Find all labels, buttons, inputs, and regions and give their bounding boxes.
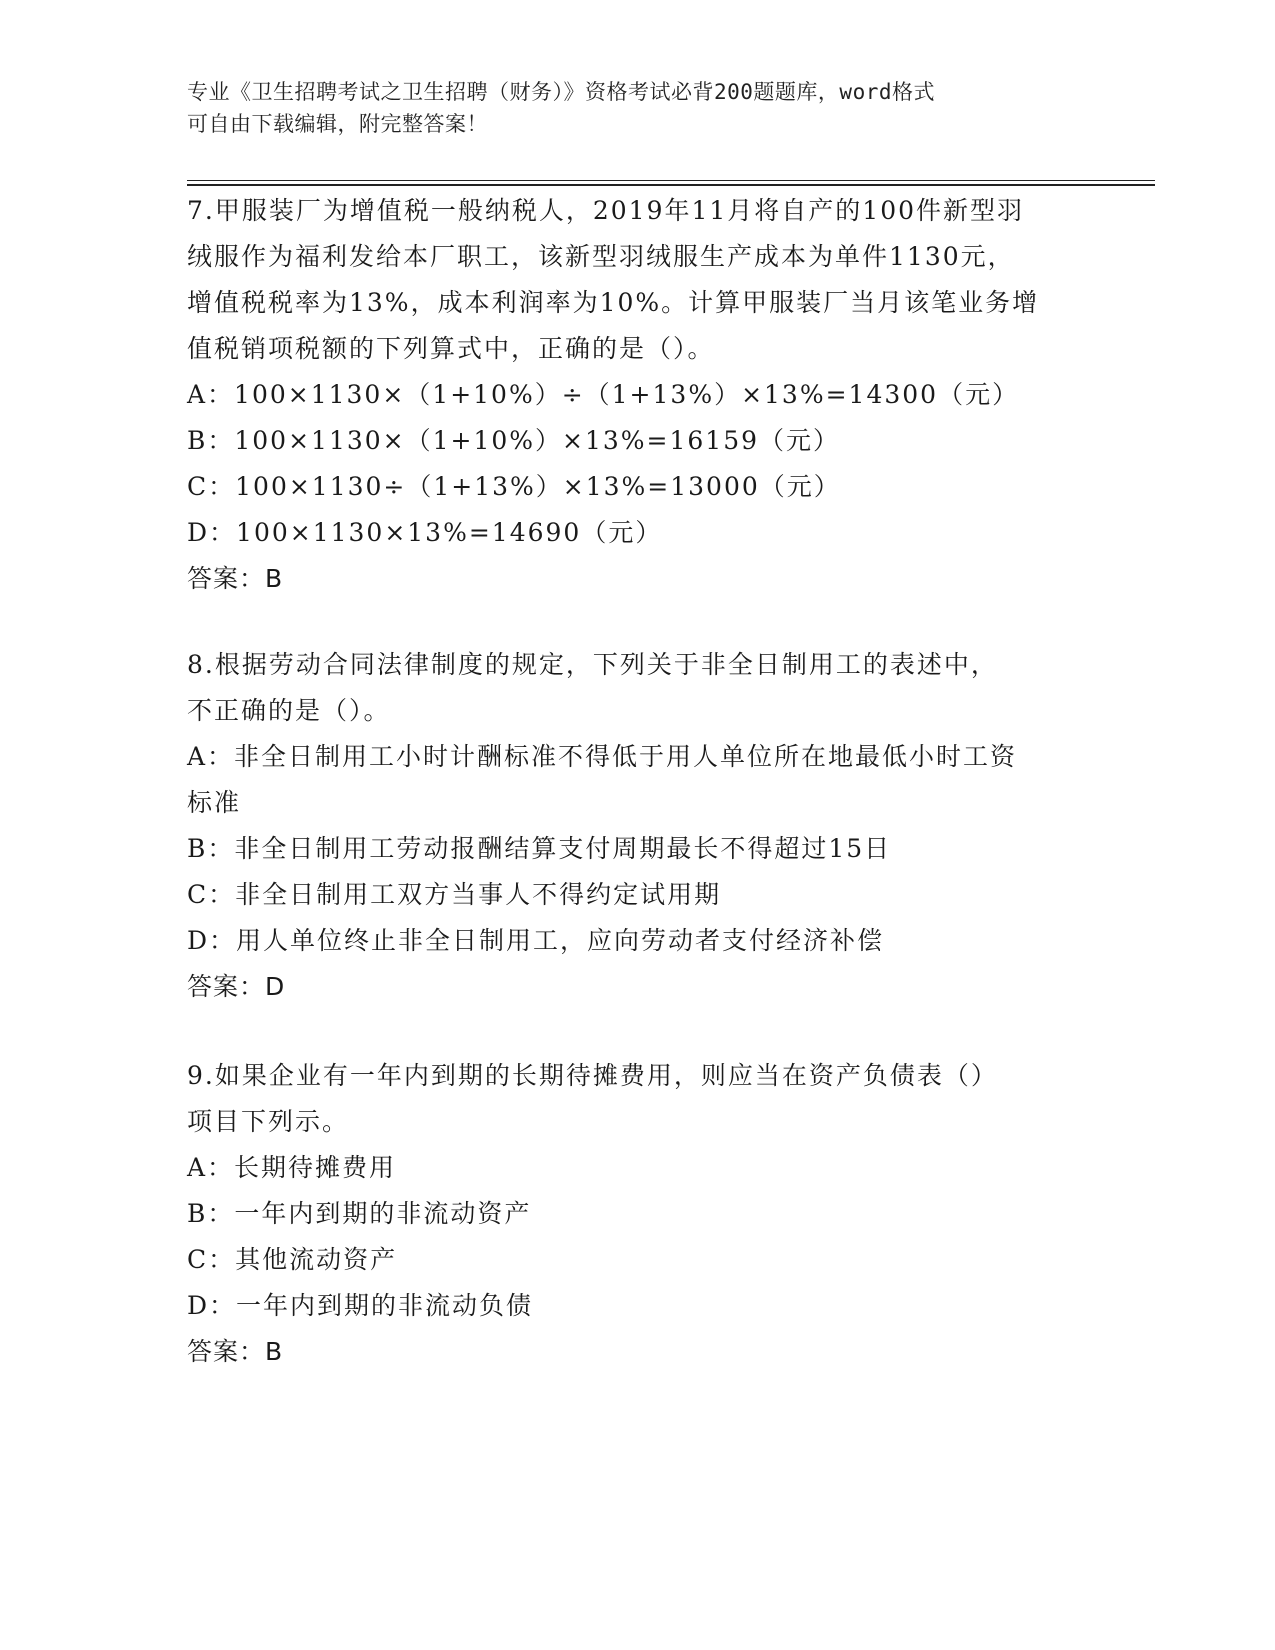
option-a: A：非全日制用工小时计酬标准不得低于用人单位所在地最低小时工资 [187,742,1018,771]
header-divider-thick [187,184,1155,186]
document-header [187,76,1067,140]
answer-line: 答案：B [187,1337,284,1366]
option-d: D：用人单位终止非全日制用工，应向劳动者支付经济补偿 [187,926,885,955]
question-text-line: 不正确的是（）。 [187,696,391,725]
answer-line: 答案：D [187,972,286,1001]
option-d: D：100×1130×13%=14690（元） [187,518,663,547]
option-a: A：100×1130×（1+10%）÷（1+13%）×13%=14300（元） [187,380,1020,409]
option-c: C：非全日制用工双方当事人不得约定试用期 [187,880,722,909]
header-line-1: 专业《卫生招聘考试之卫生招聘（财务）》资格考试必背200题题库，word格式 [187,80,935,104]
question-7 [187,188,1087,602]
question-text-line: 值税销项税额的下列算式中，正确的是（）。 [187,334,715,363]
option-b: B：一年内到期的非流动资产 [187,1199,532,1228]
question-text-line: 9.如果企业有一年内到期的长期待摊费用，则应当在资产负债表（） [187,1061,998,1090]
question-text-line: 项目下列示。 [187,1107,350,1136]
header-divider-thin [187,180,1155,181]
question-8 [187,642,1087,1010]
option-a: A：长期待摊费用 [187,1153,397,1182]
option-b: B：100×1130×（1+10%）×13%=16159（元） [187,426,841,455]
header-line-2: 可自由下载编辑，附完整答案！ [187,112,488,136]
option-d: D：一年内到期的非流动负债 [187,1291,534,1320]
option-c: C：100×1130÷（1+13%）×13%=13000（元） [187,472,841,501]
option-a-continued: 标准 [187,788,242,817]
answer-line: 答案：B [187,564,284,593]
question-text-line: 增值税税率为13%，成本利润率为10%。计算甲服装厂当月该笔业务增 [187,288,1040,317]
question-9 [187,1053,1087,1375]
question-text-line: 绒服作为福利发给本厂职工，该新型羽绒服生产成本为单件1130元， [187,242,1015,271]
question-text-line: 7.甲服装厂为增值税一般纳税人，2019年11月将自产的100件新型羽 [187,196,1025,225]
option-c: C：其他流动资产 [187,1245,398,1274]
question-text-line: 8.根据劳动合同法律制度的规定，下列关于非全日制用工的表述中， [187,650,998,679]
option-b: B：非全日制用工劳动报酬结算支付周期最长不得超过15日 [187,834,892,863]
